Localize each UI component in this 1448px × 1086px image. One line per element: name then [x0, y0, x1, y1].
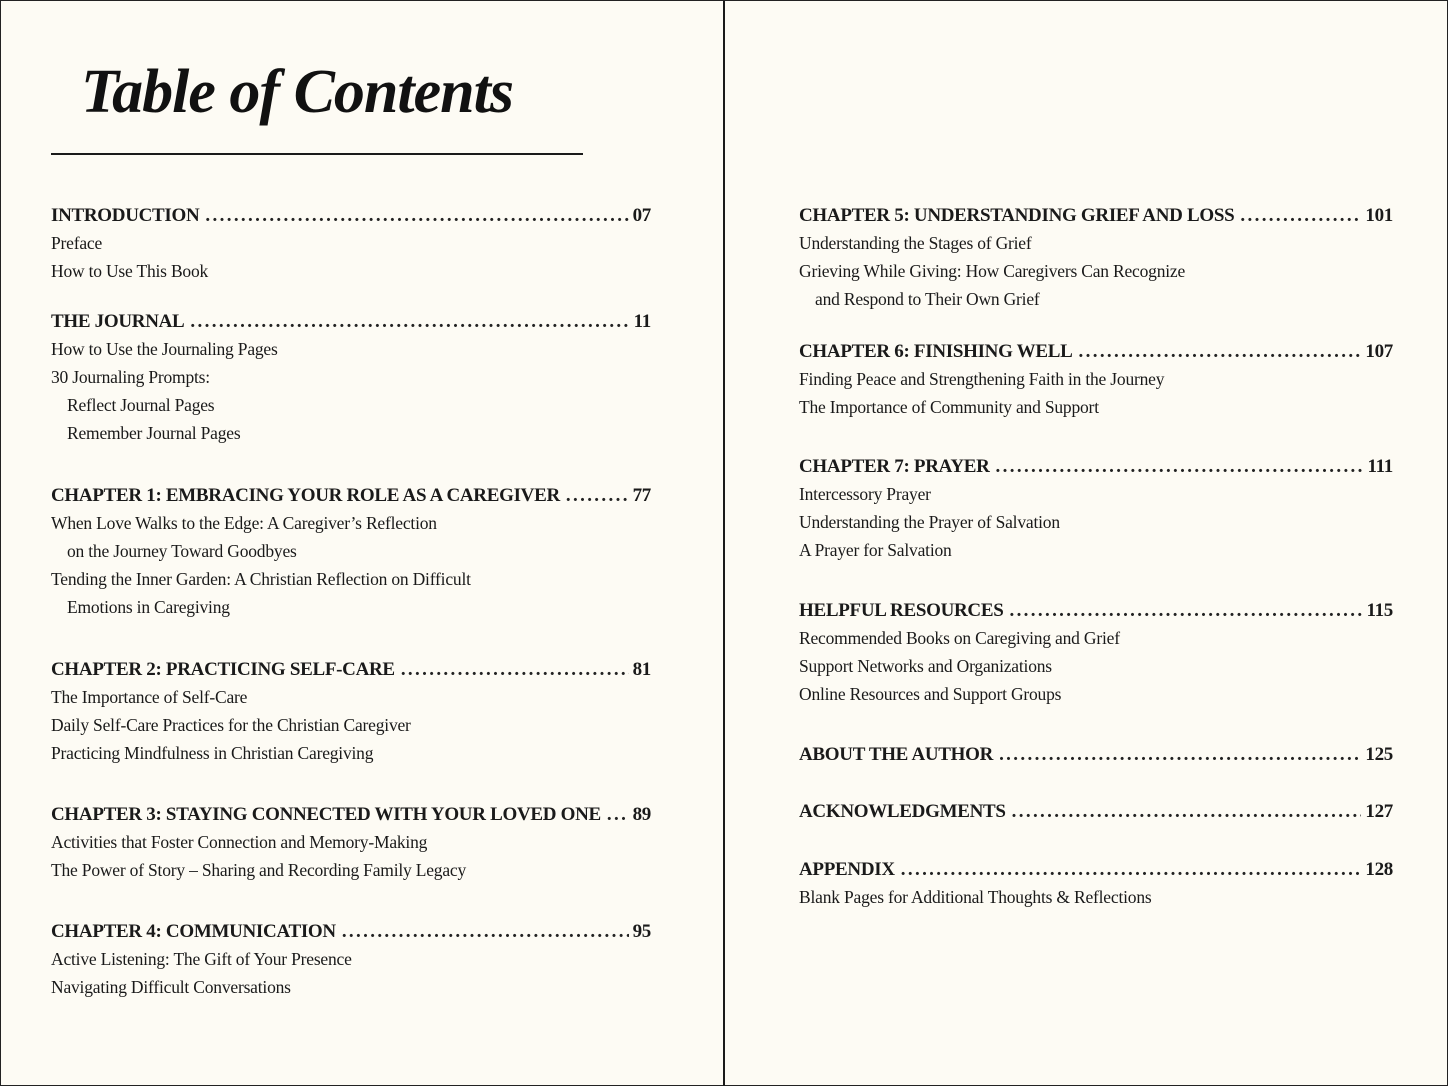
- toc-subentry[interactable]: A Prayer for Salvation: [799, 540, 952, 560]
- dot-leader: [1012, 799, 1362, 825]
- toc-section-helpful-resources: [799, 598, 1393, 708]
- toc-subentry[interactable]: Activities that Foster Connection and Memory-Making: [51, 832, 428, 852]
- toc-page-number: 11: [633, 311, 651, 332]
- toc-page-number: 89: [632, 804, 651, 825]
- toc-subentry[interactable]: on the Journey Toward Goodbyes: [67, 541, 297, 561]
- page-title: Table of Contents: [81, 58, 513, 126]
- toc-heading-row[interactable]: [799, 454, 1393, 480]
- dot-leader: [190, 309, 629, 335]
- dot-leader: [996, 454, 1364, 480]
- toc-section-introduction: [51, 203, 651, 285]
- toc-subentry[interactable]: 30 Journaling Prompts:: [51, 367, 210, 387]
- toc-page-number: 81: [632, 659, 651, 680]
- toc-subentry[interactable]: Support Networks and Organizations: [799, 656, 1052, 676]
- toc-heading-row[interactable]: [51, 483, 651, 509]
- toc-subentry[interactable]: When Love Walks to the Edge: A Caregiver’s Reflection: [51, 513, 437, 533]
- toc-section-acknowledgments: [799, 799, 1393, 825]
- toc-subentry[interactable]: The Importance of Self-Care: [51, 687, 248, 707]
- toc-heading-row[interactable]: [799, 339, 1393, 365]
- toc-subentry[interactable]: Intercessory Prayer: [799, 484, 931, 504]
- toc-heading: THE JOURNAL: [51, 311, 185, 332]
- toc-subentry[interactable]: How to Use the Journaling Pages: [51, 339, 278, 359]
- toc-subentry[interactable]: Remember Journal Pages: [67, 423, 241, 443]
- toc-subentry[interactable]: Tending the Inner Garden: A Christian Reflection on Difficult: [51, 569, 471, 589]
- toc-heading-row[interactable]: [51, 802, 651, 828]
- toc-subentry[interactable]: Preface: [51, 233, 103, 253]
- dot-leader: [1009, 598, 1362, 624]
- toc-subentry[interactable]: Active Listening: The Gift of Your Presence: [51, 949, 352, 969]
- toc-section-journal: [51, 309, 651, 447]
- toc-subentry[interactable]: Understanding the Stages of Grief: [799, 233, 1032, 253]
- toc-page-number: 95: [632, 921, 651, 942]
- toc-subentry[interactable]: Emotions in Caregiving: [67, 597, 230, 617]
- toc-subentry[interactable]: Understanding the Prayer of Salvation: [799, 512, 1060, 532]
- toc-heading: CHAPTER 5: UNDERSTANDING GRIEF AND LOSS: [799, 205, 1235, 226]
- dot-leader: [1240, 203, 1361, 229]
- toc-heading-row[interactable]: [799, 203, 1393, 229]
- toc-heading-row[interactable]: [51, 309, 651, 335]
- toc-heading: CHAPTER 2: PRACTICING SELF-CARE: [51, 659, 395, 680]
- toc-heading: INTRODUCTION: [51, 205, 200, 226]
- toc-section-chapter-5: [799, 203, 1393, 313]
- toc-page-number: 125: [1365, 744, 1393, 765]
- page-gutter: [723, 1, 725, 1086]
- toc-page-number: 101: [1365, 205, 1393, 226]
- toc-page-number: 07: [632, 205, 651, 226]
- toc-section-chapter-1: [51, 483, 651, 621]
- toc-subentry[interactable]: Reflect Journal Pages: [67, 395, 215, 415]
- toc-heading-row[interactable]: [51, 203, 651, 229]
- toc-page-number: 107: [1365, 341, 1393, 362]
- toc-section-chapter-3: [51, 802, 651, 884]
- toc-subentry[interactable]: Blank Pages for Additional Thoughts & Reflections: [799, 887, 1152, 907]
- toc-section-chapter-7: [799, 454, 1393, 564]
- toc-subentry[interactable]: The Power of Story – Sharing and Recording Family Legacy: [51, 860, 467, 880]
- toc-heading: ACKNOWLEDGMENTS: [799, 801, 1006, 822]
- toc-page-number: 111: [1367, 456, 1393, 477]
- toc-page-number: 127: [1365, 801, 1393, 822]
- toc-subentry[interactable]: Grieving While Giving: How Caregivers Can Recognize: [799, 261, 1186, 281]
- toc-heading: CHAPTER 3: STAYING CONNECTED WITH YOUR LOVED ONE: [51, 804, 601, 825]
- toc-heading: APPENDIX: [799, 859, 895, 880]
- dot-leader: [607, 802, 629, 828]
- toc-section-chapter-6: [799, 339, 1393, 421]
- toc-heading-row[interactable]: [799, 857, 1393, 883]
- toc-heading-row[interactable]: [51, 919, 651, 945]
- toc-subentry[interactable]: Daily Self-Care Practices for the Christian Caregiver: [51, 715, 411, 735]
- toc-heading-row[interactable]: [799, 598, 1393, 624]
- toc-subentry[interactable]: The Importance of Community and Support: [799, 397, 1099, 417]
- toc-section-appendix: [799, 857, 1393, 911]
- toc-heading: ABOUT THE AUTHOR: [799, 744, 994, 765]
- dot-leader: [901, 857, 1362, 883]
- toc-heading: HELPFUL RESOURCES: [799, 600, 1004, 621]
- toc-subentry[interactable]: Finding Peace and Strengthening Faith in the Journey: [799, 369, 1165, 389]
- toc-section-chapter-2: [51, 657, 651, 767]
- toc-heading-row[interactable]: [799, 742, 1393, 768]
- toc-heading: CHAPTER 6: FINISHING WELL: [799, 341, 1073, 362]
- toc-section-about-author: [799, 742, 1393, 768]
- dot-leader: [999, 742, 1361, 768]
- dot-leader: [1079, 339, 1362, 365]
- toc-subentry[interactable]: Recommended Books on Caregiving and Grief: [799, 628, 1120, 648]
- dot-leader: [342, 919, 629, 945]
- title-rule: [51, 153, 583, 155]
- toc-heading: CHAPTER 7: PRAYER: [799, 456, 990, 477]
- toc-subentry[interactable]: How to Use This Book: [51, 261, 209, 281]
- toc-page-number: 128: [1365, 859, 1393, 880]
- toc-page-number: 115: [1366, 600, 1393, 621]
- toc-heading: CHAPTER 4: COMMUNICATION: [51, 921, 336, 942]
- toc-heading-row[interactable]: [799, 799, 1393, 825]
- toc-page-number: 77: [632, 485, 651, 506]
- toc-subentry[interactable]: Practicing Mindfulness in Christian Caregiving: [51, 743, 374, 763]
- toc-subentry[interactable]: Navigating Difficult Conversations: [51, 977, 291, 997]
- dot-leader: [205, 203, 628, 229]
- toc-section-chapter-4: [51, 919, 651, 1001]
- toc-heading-row[interactable]: [51, 657, 651, 683]
- toc-heading: CHAPTER 1: EMBRACING YOUR ROLE AS A CAREGIVER: [51, 485, 560, 506]
- toc-subentry[interactable]: Online Resources and Support Groups: [799, 684, 1062, 704]
- dot-leader: [566, 483, 629, 509]
- dot-leader: [401, 657, 629, 683]
- toc-subentry[interactable]: and Respond to Their Own Grief: [815, 289, 1040, 309]
